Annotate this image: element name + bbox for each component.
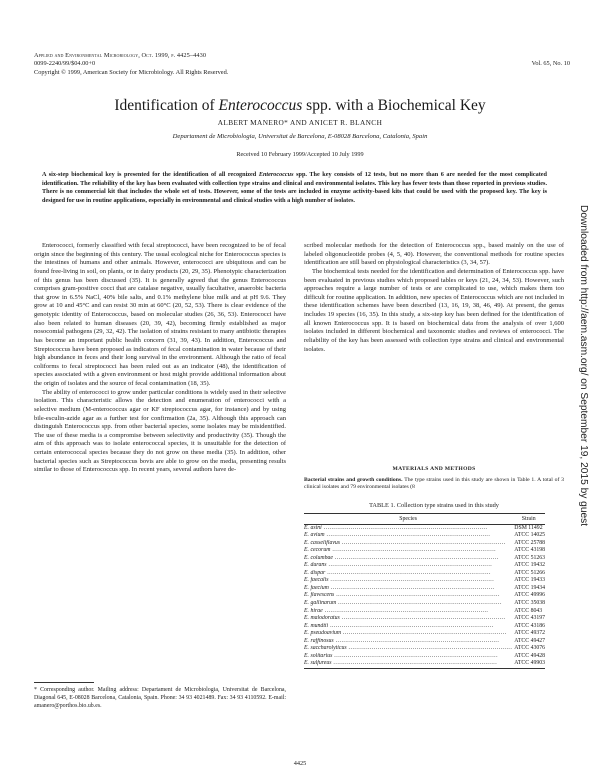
- species-cell: [304, 577, 512, 585]
- strain-cell: ATCC 51266: [514, 569, 546, 576]
- download-watermark: [578, 205, 596, 560]
- footnote-rule: [34, 682, 94, 683]
- species-name: E. malodoratus .....: [304, 615, 505, 621]
- species-name: E. cecorum .....: [304, 547, 496, 553]
- strain-cell: ATCC 14025: [514, 532, 546, 539]
- species-name: E. faecium .....: [304, 585, 494, 591]
- table-row: [304, 547, 545, 555]
- table-row: [304, 608, 545, 616]
- strain-cell: ATCC 19434: [514, 584, 546, 591]
- species-cell: [304, 608, 512, 616]
- table-row: [304, 524, 545, 532]
- strain-cell: ATCC 49428: [514, 652, 546, 659]
- table-row: [304, 600, 545, 608]
- table-row: [304, 645, 545, 653]
- strains-table: [304, 513, 545, 669]
- footnote: * Corresponding author. Mailing address: Departament de Microbiologia, Universitat de Barcelona, Diagonal 645, E-08028 Barcelona, Catalonia, Spain. Phone: 34 93 4021489. Fax: 34 93 4110592. E-mail: amanero@porthos.bio.ub.es.: [34, 687, 286, 709]
- left-column: [34, 242, 286, 677]
- strain-cell: ATCC 43076: [514, 645, 546, 652]
- species-cell: [304, 660, 512, 668]
- strain-cell: ATCC 51263: [514, 554, 546, 561]
- volume-info: Vol. 65, No. 10: [531, 60, 570, 67]
- species-cell: [304, 524, 512, 532]
- authors: ALBERT MANERO* AND ANICET R. BLANCH: [217, 118, 383, 127]
- strain-cell: ATCC 49903: [512, 660, 545, 668]
- strain-cell: ATCC 49372: [514, 630, 546, 637]
- table-row: [304, 638, 545, 646]
- table-body: [304, 524, 545, 668]
- species-cell: [304, 623, 512, 631]
- species-cell: [304, 630, 512, 638]
- running-header: [34, 52, 228, 77]
- species-cell: [304, 592, 512, 600]
- table-row: [304, 592, 545, 600]
- table-row: [304, 577, 545, 585]
- species-cell: [304, 585, 512, 593]
- species-name: E. mundtii .....: [304, 623, 494, 629]
- species-cell: [304, 615, 512, 623]
- species-cell: [304, 653, 512, 661]
- table-row: [304, 623, 545, 631]
- species-name: E. sulfureus .....: [304, 660, 497, 666]
- species-name: E. faecalis .....: [304, 577, 494, 583]
- intro-paragraph-2: The ability of enterococci to grow under particular conditions is widely used in their selective isolation. This characteristic allows the detection and enumeration of enterococci with a selective medium (M-enterococcus agar or KF streptococcus agar, for instance) and by using bile-esculin-azide agar as a further test for confirmation (2a, 35). Although this approach can distinguish Enterococcus spp. from other bacterial species, some isolates may be misidentified. The use of these media is a compromise between selectivity and productivity (35). Though the aim of this approach was to isolate enterococcal species, it is unsuitable for the detection of certain enterococcal species because they do not grow on these media (35). In addition, other bacterial species such as Streptococcus bovis are able to grow on the media, presenting results similar to those of Enterococcus spp. In recent years, several authors have de-: [34, 388, 286, 474]
- strain-cell: ATCC 25788: [514, 539, 546, 546]
- species-name: E. casseliflavus .....: [304, 540, 506, 546]
- table-row: [304, 555, 545, 563]
- strain-cell: ATCC 43197: [514, 615, 546, 622]
- table-row: [304, 653, 545, 661]
- species-cell: [304, 555, 512, 563]
- species-name: E. raffinosus .....: [304, 638, 499, 644]
- species-name: E. avium .....: [304, 532, 490, 538]
- affiliation: Departament de Microbiologia, Universitat de Barcelona, E-08028 Barcelona, Catalonia, Spain: [172, 133, 428, 140]
- species-cell: [304, 562, 512, 570]
- intro-paragraph-4: The biochemical tests needed for the identification and determination of Enterococcus spp. have been evaluated in previous studies which proposed tables or keys (21, 24, 34, 53). However, such approaches require a large number of tests or are complicated to use, which makes them too difficult for routine application. In addition, new species of Enterococcus which are not included in these identification schemes have been described (13, 16, 19, 38, 46, 49). At present, the genus includes 19 species (16, 35). In this study, a six-step key has been defined for the identification of all known Enterococcus spp. It is based on biochemical data from the analysis of over 1,600 isolates included in different biochemical and taxonomic studies and reviews of enterococci. The reliability of the key has been assessed with collection type strains and clinical and environmental isolates.: [304, 267, 564, 353]
- intro-paragraph-1: Enterococci, formerly classified with fecal streptococci, have been recognized to be of fecal origin since the beginning of this century. The usual ecological niche for Enterococcus species is the intestines of humans and other animals. However, enterococci are ubiquitous and can be found free-living in soil, on plants, or in dairy products (20, 29, 35). Phenotypic characterization of this genus has been discussed (35). It is generally agreed that the genus Enterococcus comprises gram-positive cocci that are catalase negative, usually facultative, anaerobic bacteria that grow in 6.5% NaCl, 40% bile salts, and 0.1% methylene blue milk and at pH 9.6. They grow at 10 and 45°C and can resist 30 min at 60°C (20, 52, 53). There is clear evidence of the genotypic identity of Enterococcus, based on molecular studies (26, 36, 53). Enterococci have also been related to human diseases (20, 39, 42), becoming firmly established as major nosocomial pathogens (29, 32, 42). The isolation of strains resistant to many antibiotic therapies has become an important public health concern (31, 39, 43). In addition, Enterococcus and Streptococcus have been proposed as indicators of fecal contamination in water because of their high abundance in feces and their long survival in the environment. Although the ratio of fecal coliforms to fecal streptococci has been ruled out as an indicator (48), the identification of species associated with a given environment or host might provide additional information about the origin of isolates and the source of fecal contamination (18, 35).: [34, 242, 286, 387]
- species-cell: [304, 570, 512, 578]
- species-name: E. gallinarum .....: [304, 600, 502, 606]
- species-name: E. dispar .....: [304, 570, 491, 576]
- table-title: TABLE 1. Collection type strains used in this study: [369, 502, 499, 509]
- download-watermark-text: Downloaded from http://aem.asm.org/ on September 19, 2015 by guest: [578, 205, 589, 527]
- table-row: [304, 532, 545, 540]
- page-number: 4425: [293, 760, 307, 767]
- species-cell: [304, 638, 512, 646]
- table-row: [304, 562, 545, 570]
- table-row: [304, 540, 545, 548]
- species-cell: [304, 547, 512, 555]
- intro-paragraph-3: scribed molecular methods for the detection of Enterococcus spp., based mainly on the use of labeled oligonucleotide probes (4, 5, 40). However, the conventional methods for routine species identification are still based on physiological characteristics (3, 34, 57).: [304, 242, 564, 267]
- strain-cell: ATCC 19432: [514, 562, 546, 569]
- methods-paragraph: Bacterial strains and growth conditions. The type strains used in this study are shown in Table 1. A total of 3 clinical isolates and 79 environmental isolates (8: [304, 477, 565, 491]
- strain-cell: DSM 11492: [514, 524, 543, 531]
- strain-cell: ATCC 49427: [514, 637, 546, 644]
- section-heading: MATERIALS AND METHODS: [392, 466, 476, 472]
- table-row: [304, 585, 545, 593]
- species-name: E. asini .....: [304, 525, 487, 531]
- species-cell: [304, 645, 512, 653]
- journal-line: Applied and Environmental Microbiology, Oct. 1999, p. 4425–4430: [34, 52, 207, 59]
- strain-cell: ATCC 8043: [514, 607, 543, 614]
- species-cell: [304, 532, 512, 540]
- strain-cell: ATCC 43198: [514, 547, 546, 554]
- table-header-species: Species: [304, 514, 512, 525]
- species-name: E. flavescens .....: [304, 592, 500, 598]
- species-name: E. columbae .....: [304, 555, 499, 561]
- table-row: [304, 630, 545, 638]
- abstract: A six-step biochemical key is presented for the identification of all recognized Enterococcus spp. The key consists of 12 tests, but no more than 6 are needed for the most complicated identification. The reliability of the key has been evaluated with collection type strains and clinical and environmental isolates. This key has fewer tests than those reported in previous studies. There is no commercial kit that includes the whole set of tests. However, some of the tests are included in enzyme activity-based kits that could be used with the proposed key. The key is designed for use in routine applications, especially in environmental and clinical studies with a high number of isolates.: [42, 171, 547, 204]
- strain-cell: ATCC 35038: [514, 599, 546, 606]
- strain-cell: ATCC 43186: [514, 622, 546, 629]
- table-row: [304, 570, 545, 578]
- species-name: E. solitarius .....: [304, 653, 498, 659]
- species-cell: [304, 540, 512, 548]
- species-name: E. pseudoavium .....: [304, 630, 507, 636]
- received-dates: Received 10 February 1999/Accepted 10 July 1999: [236, 151, 364, 158]
- strain-cell: ATCC 19433: [514, 577, 546, 584]
- article-title: Identification of Enterococcus spp. with a Biochemical Key: [114, 97, 486, 114]
- species-cell: [304, 600, 512, 608]
- species-name: E. saccharolyticus .....: [304, 645, 512, 651]
- species-name: E. hirae .....: [304, 608, 488, 614]
- right-column: [304, 242, 564, 472]
- table-header-strain: Strain: [512, 514, 545, 525]
- strain-cell: ATCC 49996: [514, 592, 546, 599]
- table-row: [304, 615, 545, 623]
- issn-line: 0099-2240/99/$04.00+0: [34, 60, 96, 68]
- species-name: E. durans .....: [304, 562, 492, 568]
- table-row: [304, 660, 545, 668]
- copyright-line: Copyright © 1999, American Society for Microbiology. All Rights Reserved.: [34, 68, 229, 76]
